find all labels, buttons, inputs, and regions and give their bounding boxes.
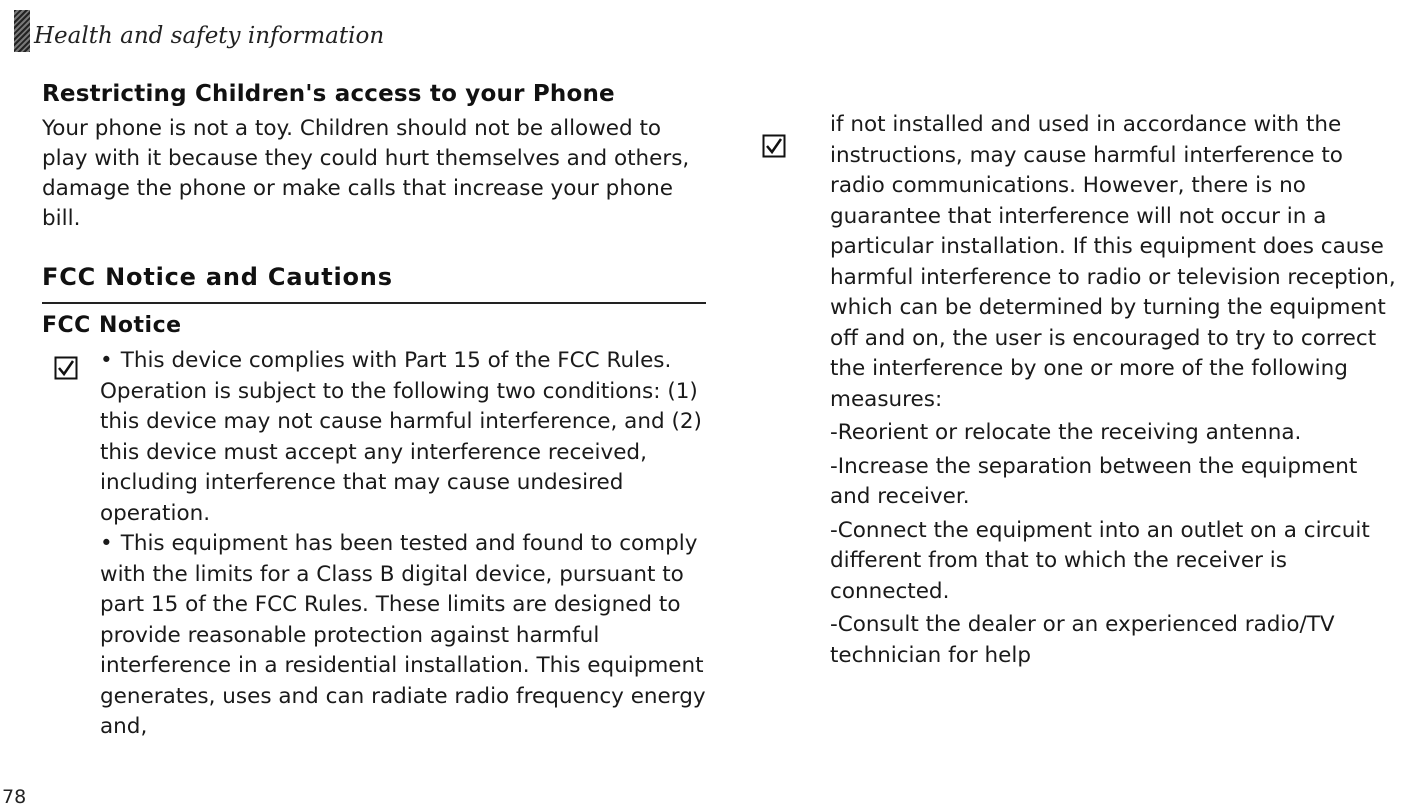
children-access-text: Your phone is not a toy. Children should not be allowed to play with it because they could hurt themselves and others, damage the phone or make calls that increase your phone bill. [42, 116, 690, 231]
measure-increase-separation: -Increase the separation between the equipment and receiver. [830, 453, 1358, 509]
measure-connect-outlet: -Connect the equipment into an outlet on a circuit different from that to which the receiver is connected. [830, 517, 1370, 604]
fcc-bullet-2 [100, 529, 706, 743]
fcc-continuation-block [762, 110, 1402, 671]
fcc-notice-block [42, 346, 706, 743]
left-column [42, 78, 706, 743]
note-checkmark-icon [54, 356, 78, 380]
measure-reorient: -Reorient or relocate the receiving antenna. [830, 420, 1302, 445]
fcc-bullet-1-text: This device complies with Part 15 of the FCC Rules. Operation is subject to the following two conditions: (1) this device may not cause harmful interference, and (2) this device must accept any interference received, including interference that may cause undesired operation. [100, 348, 702, 526]
bullet-icon: • [100, 348, 113, 373]
fcc-notice-subheading: FCC Notice [42, 313, 182, 338]
children-access-heading: Restricting Children's access to your Phone [42, 81, 615, 107]
header-title: Health and safety information [34, 23, 385, 49]
measure-consult-dealer: -Consult the dealer or an experienced radio/TV technician for help [830, 612, 1335, 668]
page-header [14, 8, 384, 52]
fcc-section-heading: FCC Notice and Cautions [42, 260, 706, 304]
continuation-paragraph: if not installed and used in accordance with the instructions, may cause harmful interference to radio communications. However, there is no guarantee that interference will not occur in a particular installation. If this equipment does cause harmful interference to radio or television reception, which can be determined by turning the equipment off and on, the user is encouraged to try to correct the interference by one or more of the following measures: [830, 112, 1396, 412]
right-column [762, 110, 1402, 671]
header-tab-bar [14, 10, 30, 52]
fcc-continuation-text [830, 110, 1402, 671]
fcc-notice-text [100, 346, 706, 743]
page-number: 78 [2, 786, 27, 808]
note-checkmark-icon [762, 134, 786, 158]
bullet-icon: • [100, 531, 113, 556]
fcc-bullet-1 [100, 346, 706, 529]
fcc-bullet-2-text: This equipment has been tested and found to comply with the limits for a Class B digital device, pursuant to part 15 of the FCC Rules. These limits are designed to provide reasonable protection against harmful interference in a residential installation. This equipment generates, uses and can radiate radio frequency energy and, [100, 531, 706, 739]
